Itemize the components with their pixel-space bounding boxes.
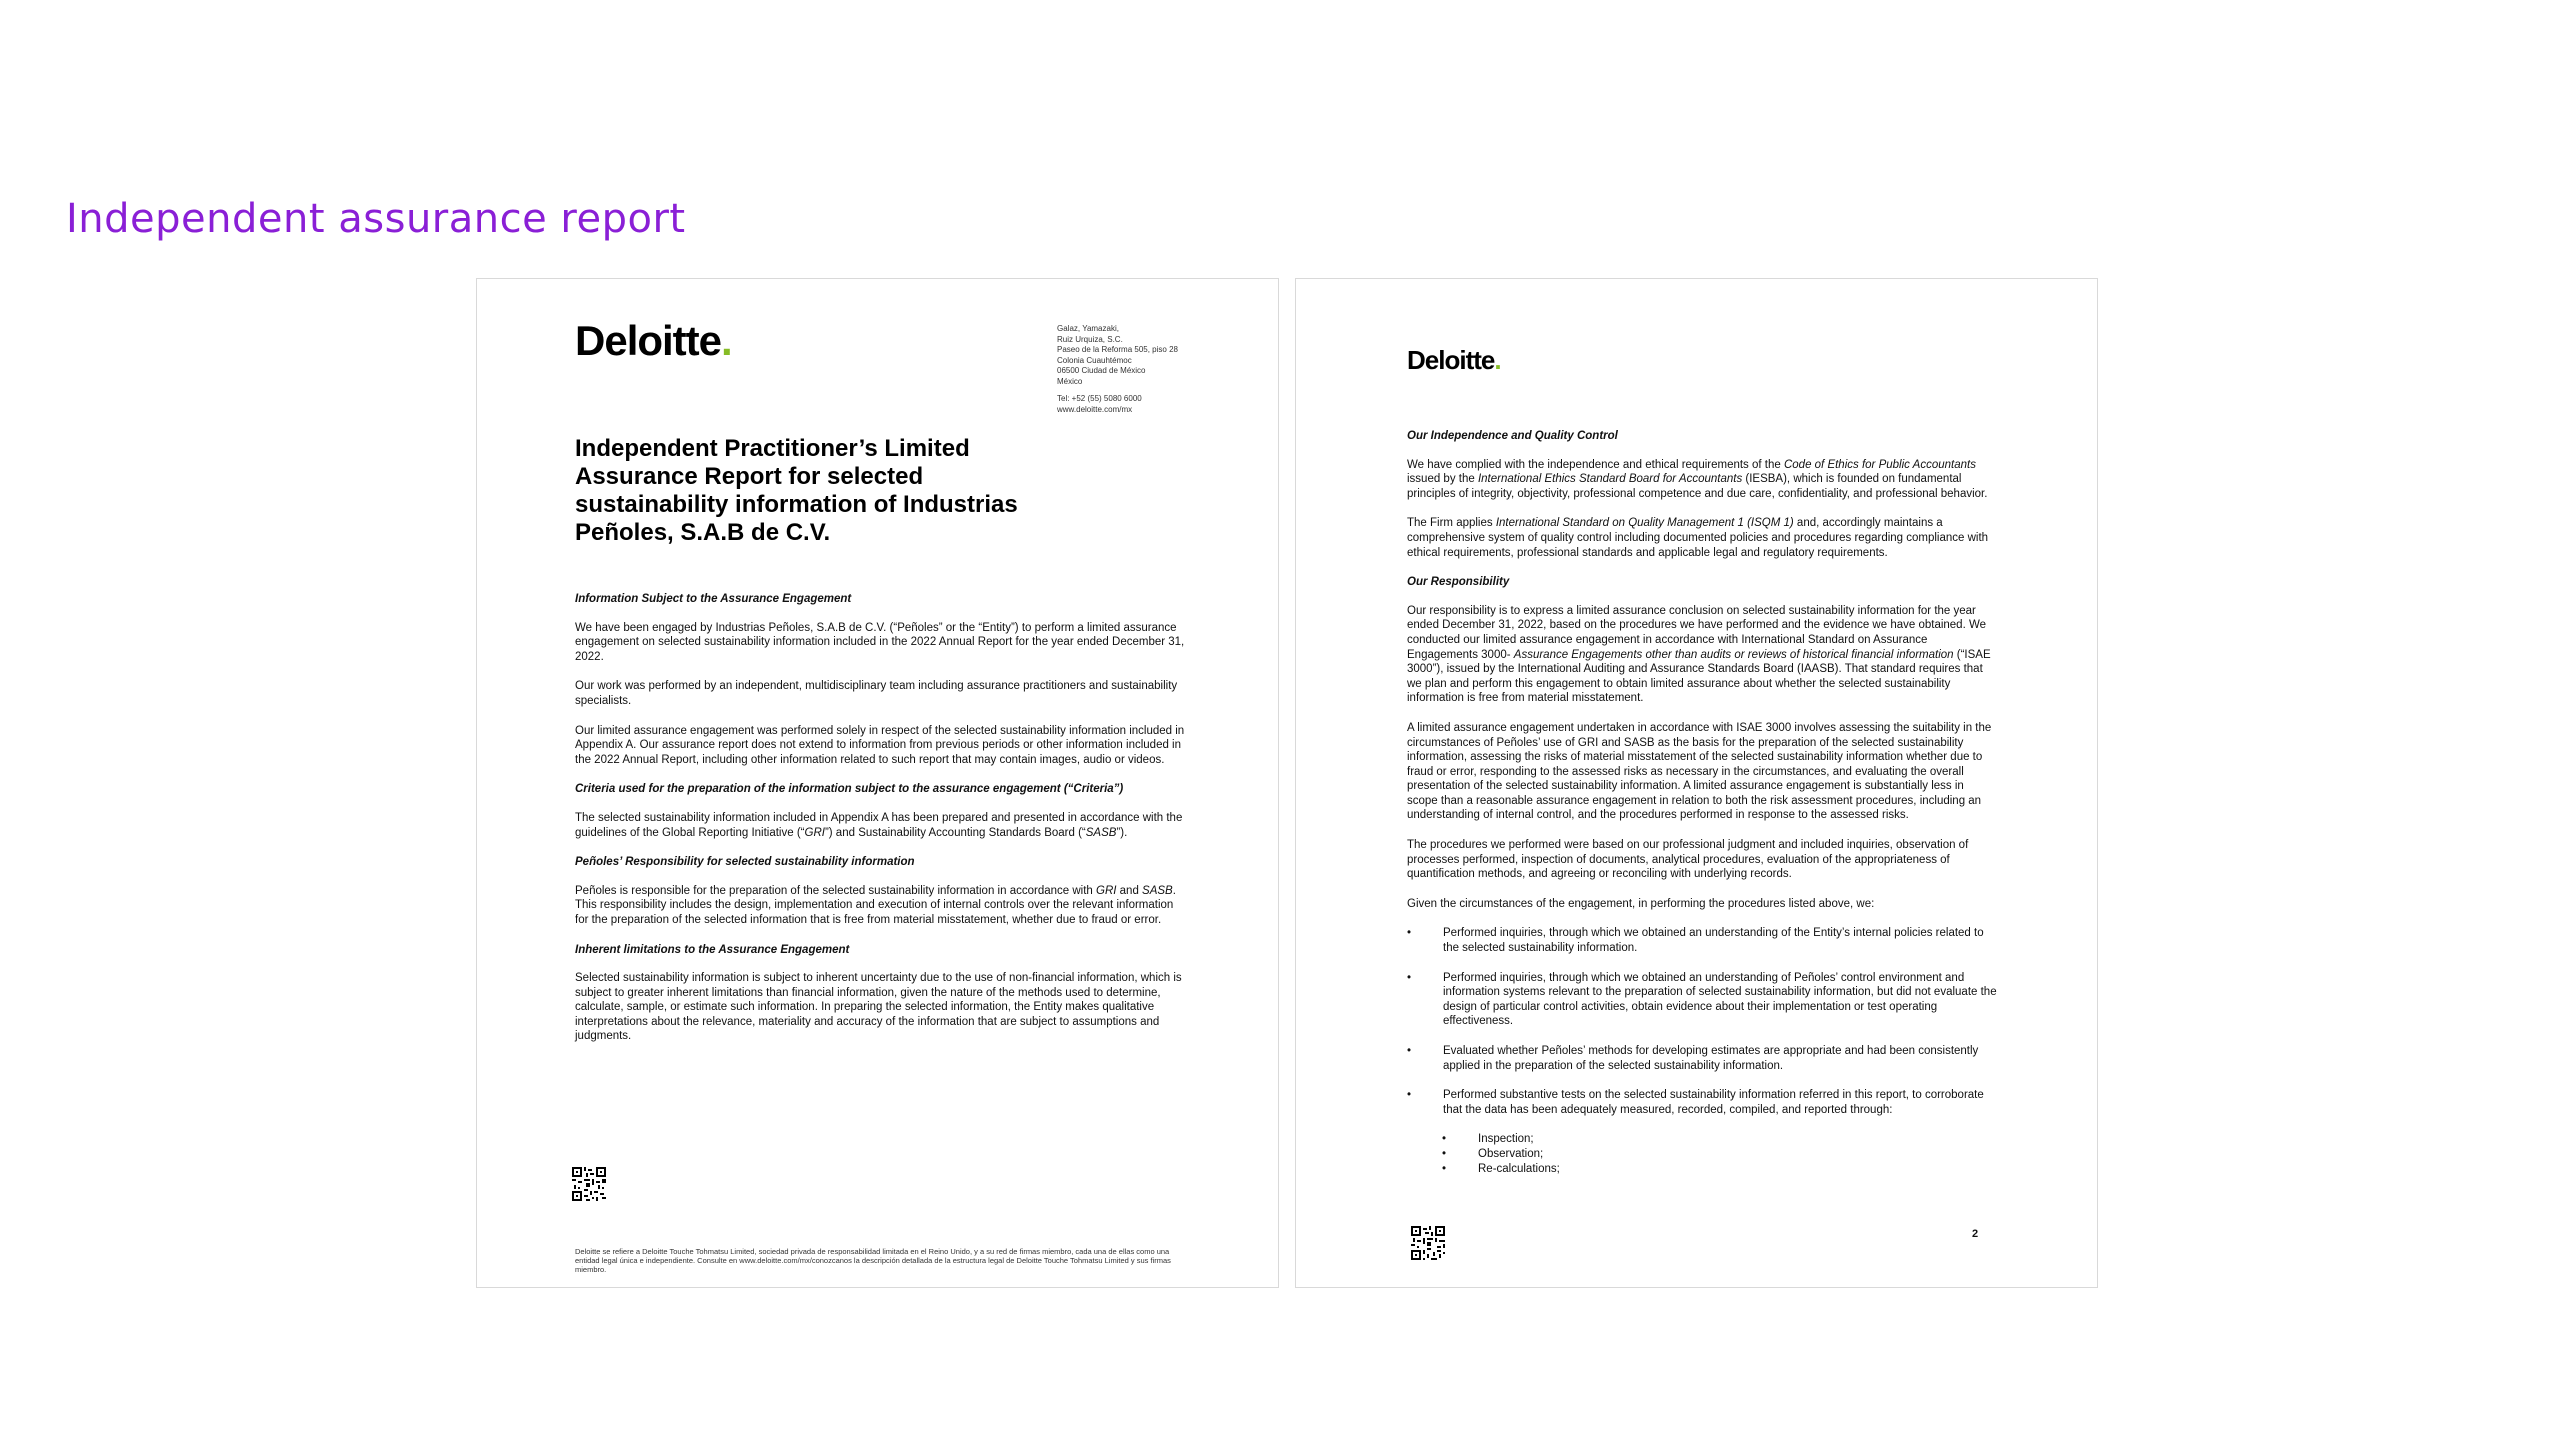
slide-title: Independent assurance report [66,196,686,242]
qr-code-icon [572,1167,606,1201]
procedure-list [1407,926,1997,1117]
paragraph: Peñoles is responsible for the preparation of the selected sustainability information in accordance with GRI and SASB. This responsibility includes the design, implementation and execution of internal controls over the relevant information for the preparation of the selected information that is free from material misstatement, whether due to fraud or error. [575,884,1176,926]
paragraph: The Firm applies International Standard on Quality Management 1 (ISQM 1) and, accordingly maintains a comprehensive system of quality control including documented policies and procedures regarding compliance with ethical requirements, professional standards and applicable legal and regulatory requirements. [1407,517,1989,559]
address-line: Colonia Cuauhtémoc [1057,355,1132,365]
deloitte-logo [1407,345,1501,376]
sub-procedure-list [1407,1132,1997,1176]
section-heading: Peñoles’ Responsibility for selected sustainability information [575,856,915,869]
section-heading: Inherent limitations to the Assurance Engagement [575,943,850,956]
section-heading: Our Responsibility [1407,576,1510,589]
qr-code-icon [1411,1226,1445,1260]
address-line: 06500 Ciudad de México [1057,366,1146,375]
report-page-2 [1295,278,2098,1288]
paragraph: Our responsibility is to express a limited assurance conclusion on selected sustainability information for the year ended December 31, 2022, based on the procedures we have performed and the evidence we have obtained. We conducted our limited assurance engagement in accordance with International Standard on Assurance Engagements 3000- Assurance Engagements other than audits or reviews of historical financial information (“ISAE 3000”), issued by the International Auditing and Assurance Standards Board (IAASB). That standard requires that we plan and perform this engagement to obtain limited assurance about whether the selected sustainability information is free from material misstatement. [1407,604,1991,705]
list-item: • Observation; [1407,1147,1997,1162]
address-tel: Tel: +52 (55) 5080 6000 [1057,394,1142,403]
logo-word: Deloitte [1407,345,1495,375]
address-web: www.deloitte.com/mx [1057,404,1133,414]
address-line: Ruiz Urquiza, S.C. [1057,334,1123,344]
logo-dot: . [1494,345,1501,375]
paragraph: Selected sustainability information is subject to inherent uncertainty due to the use of non-financial information, which is subject to greater inherent limitations than financial information, given the nature of the methods used to determine, calculate, sample, or estimate such information. In preparing the selected information, the Entity makes qualitative interpretations about the relevance, materiality and accuracy of the information that are subject to assumptions and judgments. [575,972,1182,1043]
paragraph: We have complied with the independence and ethical requirements of the Code of Ethics for Public Accountants issued by the International Ethics Standard Board for Accountants (IESBA), which is founded on fundamental principles of integrity, objectivity, professional competence and due care, confidentiality, and professional behavior. [1407,458,1988,500]
office-address [1057,324,1178,415]
section-heading: Our Independence and Quality Control [1407,430,1618,442]
paragraph: The procedures we performed were based on our professional judgment and included inquiries, observation of processes performed, inspection of documents, analytical procedures, evaluation of the appropriateness of quantification methods, and agreeing or reconciling with underlying records. [1407,839,1969,881]
section-heading: Information Subject to the Assurance Engagement [575,593,852,605]
document-title: Independent Practitioner’s Limited Assurance Report for selected sustainability information of Industrias Peñoles, S.A.B de C.V. [575,435,1018,546]
deloitte-logo [575,317,732,365]
logo-dot: . [721,317,732,364]
list-item: • Re-calculations; [1407,1162,1997,1177]
list-item: • Performed inquiries, through which we obtained an understanding of Peñoles’ control environment and information systems relevant to the preparation of selected sustainability information, but did not evaluate the design of particular control activities, obtain evidence about their implementation or test operating effectiveness. [1407,971,1997,1029]
page-2-body [1407,429,1997,1176]
logo-word: Deloitte [575,317,722,364]
paragraph: Given the circumstances of the engagement, in performing the procedures listed above, we: [1407,897,1875,910]
paragraph: Our work was performed by an independent, multidisciplinary team including assurance practitioners and sustainability specialists. [575,680,1178,707]
address-line: México [1057,376,1083,386]
section-heading: Criteria used for the preparation of the information subject to the assurance engagement (“Criteria”) [575,783,1124,796]
list-item: • Evaluated whether Peñoles’ methods for developing estimates are appropriate and had been consistently applied in the preparation of the selected sustainability information. [1407,1044,1997,1073]
address-line: Galaz, Yamazaki, [1057,324,1119,333]
paragraph: Our limited assurance engagement was performed solely in respect of the selected sustainability information included in Appendix A. Our assurance report does not extend to information from previous periods or other information included in the 2022 Annual Report, including other information related to such report that may contain images, audio or videos. [575,724,1185,766]
paragraph: The selected sustainability information included in Appendix A has been prepared and presented in accordance with the guidelines of the Global Reporting Initiative (“GRI”) and Sustainability Accounting Standards Board (“SASB”). [575,811,1183,839]
report-page-1 [476,278,1279,1288]
list-item: • Inspection; [1407,1132,1997,1147]
address-line: Paseo de la Reforma 505, piso 28 [1057,345,1178,354]
legal-footer: Deloitte se refiere a Deloitte Touche Tohmatsu Limited, sociedad privada de responsabilidad limitada en el Reino Unido, y a su red de firmas miembro, cada una de ellas como una entidad legal única e independiente. Consulte en www.deloitte.com/mx/conozcanos la descripción detallada de la estructura legal de Deloitte Touche Tohmatsu Limited y sus firmas miembro. [575,1247,1171,1274]
paragraph: A limited assurance engagement undertaken in accordance with ISAE 3000 involves assessing the suitability in the circumstances of Peñoles’ use of GRI and SASB as the basis for the preparation of the selected sustainability information, assessing the risks of material misstatement of the selected sustainability information whether due to fraud or error, responding to the assessed risks as necessary in the circumstances, and evaluating the overall presentation of the selected sustainability information. A limited assurance engagement is substantially less in scope than a reasonable assurance engagement in relation to both the risk assessment procedures, including an understanding of internal control, and the procedures performed in response to the assessed risks. [1407,721,1992,822]
list-item: • Performed substantive tests on the selected sustainability information referred in this report, to corroborate that the data has been adequately measured, recorded, compiled, and reported through: [1407,1088,1997,1117]
page-number: 2 [1972,1228,1979,1240]
list-item: • Performed inquiries, through which we obtained an understanding of the Entity’s internal policies related to the selected sustainability information. [1407,926,1997,955]
page-1-body [575,592,1185,1059]
paragraph: We have been engaged by Industrias Peñoles, S.A.B de C.V. (“Peñoles” or the “Entity”) to perform a limited assurance engagement on selected sustainability information included in the 2022 Annual Report for the year ended December 31, 2022. [575,621,1185,663]
